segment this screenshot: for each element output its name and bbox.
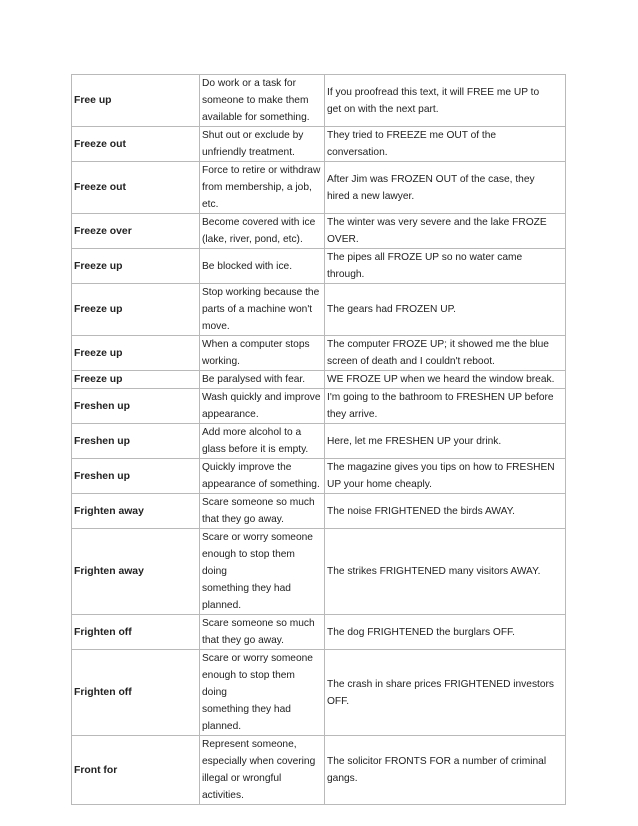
- example-cell-text: The computer FROZE UP; it showed me the blue screen of death and I couldn't reboot.: [327, 339, 549, 367]
- example-cell-text: The noise FRIGHTENED the birds AWAY.: [327, 505, 515, 517]
- table-row: [72, 736, 566, 805]
- example-cell-text: The pipes all FROZE UP so no water came through.: [327, 252, 523, 280]
- table-row: [72, 424, 566, 459]
- phrasal-verb-cell-text: Freeze out: [74, 182, 126, 193]
- meaning-cell: [200, 424, 325, 459]
- table-row: [72, 75, 566, 127]
- meaning-cell-text: Stop working because the parts of a machine won't move.: [202, 287, 320, 332]
- phrasal-verb-cell-text: Freshen up: [74, 435, 131, 447]
- example-cell-text: The magazine gives you tips on how to FRESHEN UP your home cheaply.: [327, 462, 555, 490]
- phrasal-verb-cell: [72, 736, 200, 805]
- example-cell-text: After Jim was FROZEN OUT of the case, they hired a new lawyer.: [327, 173, 535, 202]
- meaning-cell: [200, 529, 325, 615]
- meaning-cell: [200, 494, 325, 529]
- table-row: [72, 494, 566, 529]
- phrasal-verb-cell-text: Freshen up: [74, 400, 131, 412]
- phrasal-verb-cell: [72, 389, 200, 424]
- example-cell: [325, 389, 566, 424]
- meaning-cell-text: Add more alcohol to a glass before it is empty.: [202, 427, 309, 455]
- meaning-cell: [200, 736, 325, 805]
- example-cell: [325, 736, 566, 805]
- phrasal-verb-cell: [72, 249, 200, 284]
- example-cell: [325, 127, 566, 162]
- meaning-cell: [200, 127, 325, 162]
- phrasal-verb-cell: [72, 529, 200, 615]
- table-row: [72, 162, 566, 214]
- meaning-cell-text: Wash quickly and improve appearance.: [202, 392, 321, 420]
- meaning-cell-text: When a computer stops working.: [202, 339, 310, 367]
- phrasal-verb-cell: [72, 424, 200, 459]
- example-cell-text: The dog FRIGHTENED the burglars OFF.: [327, 626, 515, 638]
- phrasal-verb-cell-text: Freeze up: [74, 260, 123, 272]
- phrasal-verb-cell: [72, 615, 200, 650]
- meaning-cell-text: Do work or a task for someone to make them available for something.: [202, 78, 310, 123]
- phrasal-verb-cell-text: Freeze up: [74, 347, 123, 359]
- table-row: [72, 529, 566, 615]
- table-body: [72, 75, 566, 805]
- example-cell: [325, 249, 566, 284]
- example-cell-text: The strikes FRIGHTENED many visitors AWAY.: [327, 566, 541, 577]
- example-cell: [325, 494, 566, 529]
- meaning-cell: [200, 650, 325, 736]
- example-cell: [325, 214, 566, 249]
- meaning-cell-text: Scare or worry someone enough to stop them doing something they had planned.: [202, 653, 313, 732]
- example-cell-text: I'm going to the bathroom to FRESHEN UP before they arrive.: [327, 392, 554, 420]
- meaning-cell: [200, 249, 325, 284]
- example-cell: [325, 336, 566, 371]
- table-row: [72, 389, 566, 424]
- meaning-cell: [200, 284, 325, 336]
- phrasal-verb-cell: [72, 162, 200, 214]
- table-row: [72, 249, 566, 284]
- phrasal-verb-cell-text: Free up: [74, 95, 112, 106]
- meaning-cell: [200, 459, 325, 494]
- example-cell-text: Here, let me FRESHEN UP your drink.: [327, 435, 502, 447]
- example-cell-text: The winter was very severe and the lake FROZE OVER.: [327, 217, 547, 245]
- phrasal-verb-cell-text: Frighten away: [74, 566, 144, 577]
- example-cell: [325, 650, 566, 736]
- phrasal-verb-cell: [72, 284, 200, 336]
- phrasal-verb-cell: [72, 127, 200, 162]
- meaning-cell-text: Shut out or exclude by unfriendly treatment.: [202, 130, 304, 158]
- meaning-cell: [200, 389, 325, 424]
- table-row: [72, 371, 566, 389]
- meaning-cell: [200, 214, 325, 249]
- table-row: [72, 650, 566, 736]
- phrasal-verb-cell-text: Frighten off: [74, 687, 132, 698]
- phrasal-verbs-table: [71, 74, 566, 805]
- phrasal-verb-cell-text: Frighten away: [74, 505, 144, 517]
- example-cell: [325, 371, 566, 389]
- meaning-cell-text: Force to retire or withdraw from membership, a job, etc.: [202, 165, 321, 210]
- example-cell: [325, 459, 566, 494]
- meaning-cell-text: Become covered with ice (lake, river, pond, etc).: [202, 217, 316, 245]
- meaning-cell: [200, 75, 325, 127]
- example-cell: [325, 615, 566, 650]
- phrasal-verb-cell-text: Freeze out: [74, 138, 126, 150]
- phrasal-verb-cell-text: Front for: [74, 764, 118, 776]
- phrasal-verb-cell-text: Frighten off: [74, 626, 132, 638]
- table-row: [72, 615, 566, 650]
- phrasal-verb-cell: [72, 214, 200, 249]
- meaning-cell: [200, 162, 325, 214]
- meaning-cell-text: Scare someone so much that they go away.: [202, 618, 315, 646]
- phrasal-verb-cell: [72, 459, 200, 494]
- phrasal-verb-cell: [72, 494, 200, 529]
- table-row: [72, 284, 566, 336]
- example-cell-text: The solicitor FRONTS FOR a number of criminal gangs.: [327, 756, 547, 784]
- meaning-cell-text: Quickly improve the appearance of something.: [202, 462, 320, 490]
- phrasal-verb-cell-text: Freshen up: [74, 470, 131, 482]
- meaning-cell-text: Represent someone, especially when covering illegal or wrongful activities.: [202, 739, 316, 801]
- phrasal-verb-cell-text: Freeze over: [74, 225, 132, 237]
- example-cell: [325, 162, 566, 214]
- meaning-cell-text: Scare someone so much that they go away.: [202, 497, 315, 525]
- meaning-cell-text: Be blocked with ice.: [202, 260, 293, 272]
- phrasal-verb-cell: [72, 75, 200, 127]
- table-row: [72, 459, 566, 494]
- meaning-cell-text: Scare or worry someone enough to stop them doing something they had planned.: [202, 532, 313, 611]
- example-cell-text: WE FROZE UP when we heard the window break.: [327, 374, 555, 385]
- example-cell: [325, 529, 566, 615]
- meaning-cell-text: Be paralysed with fear.: [202, 374, 306, 385]
- phrasal-verb-cell: [72, 336, 200, 371]
- meaning-cell: [200, 371, 325, 389]
- example-cell: [325, 424, 566, 459]
- example-cell: [325, 284, 566, 336]
- example-cell: [325, 75, 566, 127]
- example-cell-text: If you proofread this text, it will FREE me UP to get on with the next part.: [327, 86, 540, 115]
- example-cell-text: The gears had FROZEN UP.: [327, 304, 456, 315]
- phrasal-verb-cell-text: Freeze up: [74, 374, 123, 385]
- phrasal-verb-cell-text: Freeze up: [74, 304, 123, 315]
- table-row: [72, 214, 566, 249]
- phrasal-verb-cell: [72, 650, 200, 736]
- example-cell-text: The crash in share prices FRIGHTENED investors OFF.: [327, 678, 555, 707]
- table-row: [72, 127, 566, 162]
- meaning-cell: [200, 336, 325, 371]
- meaning-cell: [200, 615, 325, 650]
- example-cell-text: They tried to FREEZE me OUT of the conversation.: [327, 130, 497, 158]
- phrasal-verb-cell: [72, 371, 200, 389]
- table-row: [72, 336, 566, 371]
